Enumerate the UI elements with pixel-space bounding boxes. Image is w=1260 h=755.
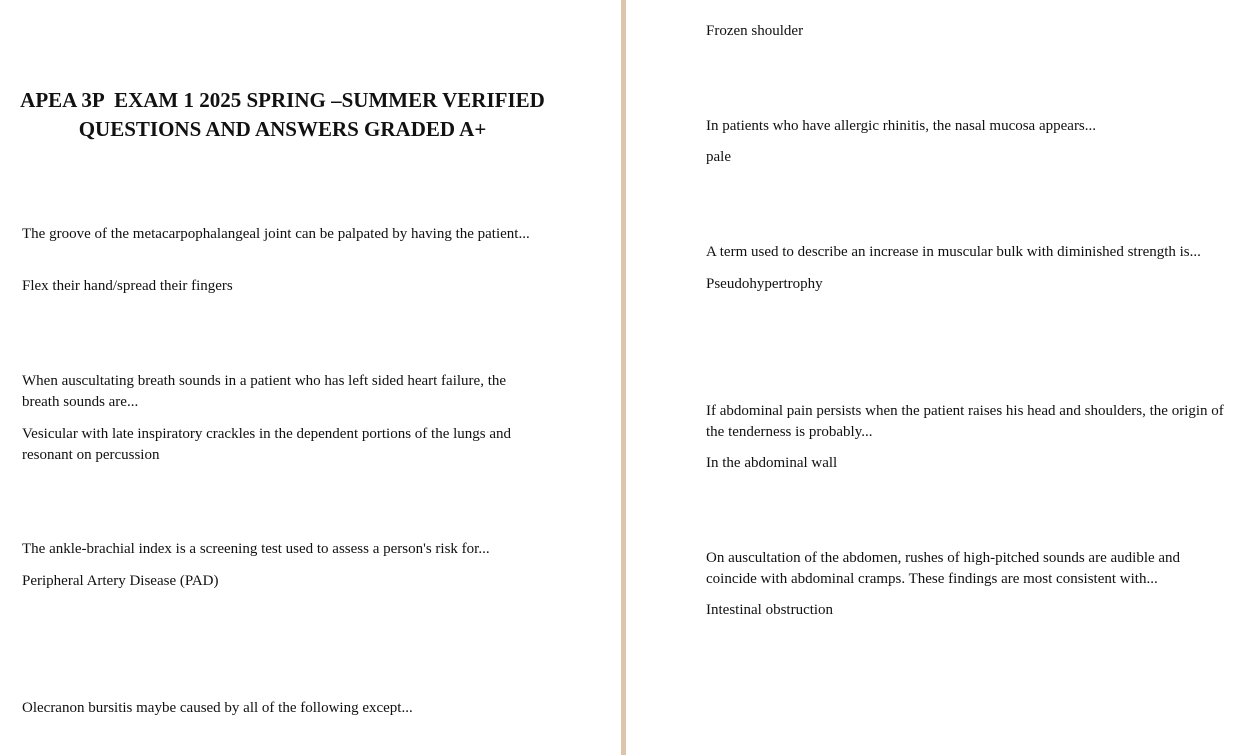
question-text: On auscultation of the abdomen, rushes of high-pitched sounds are audible and coincide with abdominal cramps. These findings are most consistent with...	[706, 550, 1181, 587]
question-text: When auscultating breath sounds in a patient who has left sided heart failure, the breath sounds are...	[22, 373, 507, 410]
question-text: Olecranon bursitis maybe caused by all of the following except...	[22, 700, 413, 716]
question-text: The ankle-brachial index is a screening test used to assess a person's risk for...	[22, 541, 490, 557]
question-text: If abdominal pain persists when the patient raises his head and shoulders, the origin of the tenderness is probably...	[706, 403, 1224, 440]
document-title: APEA 3P EXAM 1 2025 SPRING –SUMMER VERIFIED QUESTIONS AND ANSWERS GRADED A+	[20, 88, 551, 141]
answer-text: In the abdominal wall	[706, 455, 838, 471]
answer-text: Intestinal obstruction	[706, 602, 834, 618]
answer-text: Peripheral Artery Disease (PAD)	[22, 573, 219, 589]
question-text: The groove of the metacarpophalangeal joint can be palpated by having the patient...	[22, 226, 530, 242]
left-page	[0, 0, 621, 755]
answer-text: pale	[706, 149, 731, 165]
question-text: In patients who have allergic rhinitis, the nasal mucosa appears...	[706, 118, 1097, 134]
answer-text: Vesicular with late inspiratory crackles in the dependent portions of the lungs and resonant on percussion	[22, 426, 512, 463]
question-text: A term used to describe an increase in muscular bulk with diminished strength is...	[706, 244, 1201, 260]
answer-text: Flex their hand/spread their fingers	[22, 278, 233, 294]
right-page	[626, 0, 1260, 755]
answer-text: Pseudohypertrophy	[706, 276, 823, 292]
answer-text: Frozen shoulder	[706, 23, 804, 39]
